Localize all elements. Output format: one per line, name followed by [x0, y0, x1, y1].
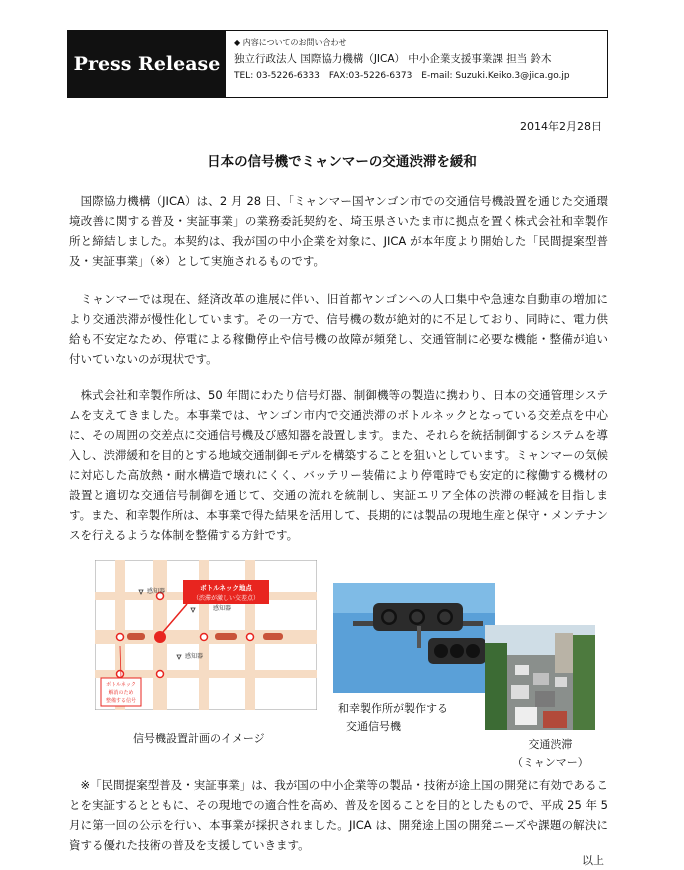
svg-text:解消のため: 解消のため — [108, 690, 134, 696]
signal-caption-line2: 交通信号機 — [346, 720, 401, 733]
svg-text:（渋滞が激しい交差点）: （渋滞が激しい交差点） — [192, 595, 260, 602]
signal-caption — [338, 700, 448, 736]
svg-text:感知器: 感知器 — [213, 605, 232, 612]
diagram-caption: 信号機設置計画のイメージ — [133, 732, 265, 745]
svg-text:感知器: 感知器 — [185, 653, 204, 660]
signal-caption-line1: 和幸製作所が製作する — [338, 702, 448, 715]
svg-text:感知器: 感知器 — [147, 588, 166, 595]
department-line: 独立行政法人 国際協力機構（JICA） 中小企業支援事業課 担当 鈴木 — [234, 53, 552, 65]
paragraph-intro: 国際協力機構（JICA）は、2 月 28 日、「ミャンマー国ヤンゴン市での交通信号機設置を通じた交通環境改善に関する普及・実証事業」の業務委託契約を、埼玉県さいたま市に拠点を置く株式会社和幸製作所と締結しました。本契約は、我が国の中小企業を対象に、JICA が本年度より開始した「民間提案型普及・実証事業」（※）として実施されるものです。 — [69, 194, 608, 268]
contact-line: TEL: 03-5226-6333 FAX:03-5226-6373 E-mail: Suzuki.Keiko.3@jica.go.jp — [234, 71, 570, 81]
paragraph-background: ミャンマーでは現在、経済改革の進展に伴い、旧首都ヤンゴンへの人口集中や急速な自動車の増加により交通渋滞が慢性化しています。その一方で、信号機の数が絶対的に不足しており、同時に、電力供給も不安定なため、停電による稼働停止や信号機の故障が頻発し、交通管制に必要な機能・整備が追い付いていないのが現状です。 — [69, 292, 608, 366]
traffic-signal-photo — [333, 583, 495, 693]
traffic-jam-photo — [485, 625, 595, 730]
svg-text:ボトルネック地点: ボトルネック地点 — [200, 584, 252, 592]
traffic-caption — [512, 736, 589, 772]
release-date: 2014年2月28日 — [520, 120, 602, 133]
paragraph-note: ※「民間提案型普及・実証事業」は、我が国の中小企業等の製品・技術が途上国の開発に有効であることを実証するとともに、その現地での適合性を高め、普及を図ることを目的としたもので、平成 25 年 5 月に第一回の公示を行い、本事業が採択されました。JICA は、開発途上国の開発ニーズや課題の解決に資する優れた技術の普及を支援していきます。 — [69, 778, 608, 852]
traffic-caption-line2: （ミャンマー） — [512, 756, 589, 769]
contact-info — [226, 31, 578, 97]
bottleneck-marker — [154, 631, 166, 643]
signal-plan-diagram — [95, 560, 317, 710]
press-release-header — [67, 30, 608, 98]
press-release-badge: Press Release — [68, 31, 226, 97]
paragraph-project: 株式会社和幸製作所は、50 年間にわたり信号灯器、制御機等の製造に携わり、日本の交通管理システムを支えてきました。本事業では、ヤンゴン市内で交通渋滞のボトルネックとなっている交差点を中心に、その周囲の交差点に交通信号機及び感知器を設置します。また、それらを統括制御するシステムを導入し、渋滞緩和を目的とする地域交通制御モデルを構築することを狙いとしています。ミャンマーの気候に対応した高放熱・耐水構造で壊れにくく、バッテリー装備により停電時でも安定的に稼働する機材の設置と適切な交通信号制御を通じて、交通の流れを統制し、実証エリア全体の渋滞の軽減を目指します。また、和幸製作所は、本事業で得た結果を活用して、長期的には製品の現地生産と保守・メンテナンスを行えるような体制を整備する方針です。 — [69, 388, 608, 542]
document-title: 日本の信号機でミャンマーの交通渋滞を緩和 — [207, 154, 477, 170]
svg-text:ボトルネック: ボトルネック — [106, 682, 136, 688]
svg-text:整備する信号: 整備する信号 — [105, 698, 137, 704]
traffic-caption-line1: 交通渋滞 — [528, 738, 573, 751]
closing-mark: 以上 — [582, 854, 604, 867]
inquiry-label: ◆ 内容についてのお問い合わせ — [234, 38, 347, 47]
